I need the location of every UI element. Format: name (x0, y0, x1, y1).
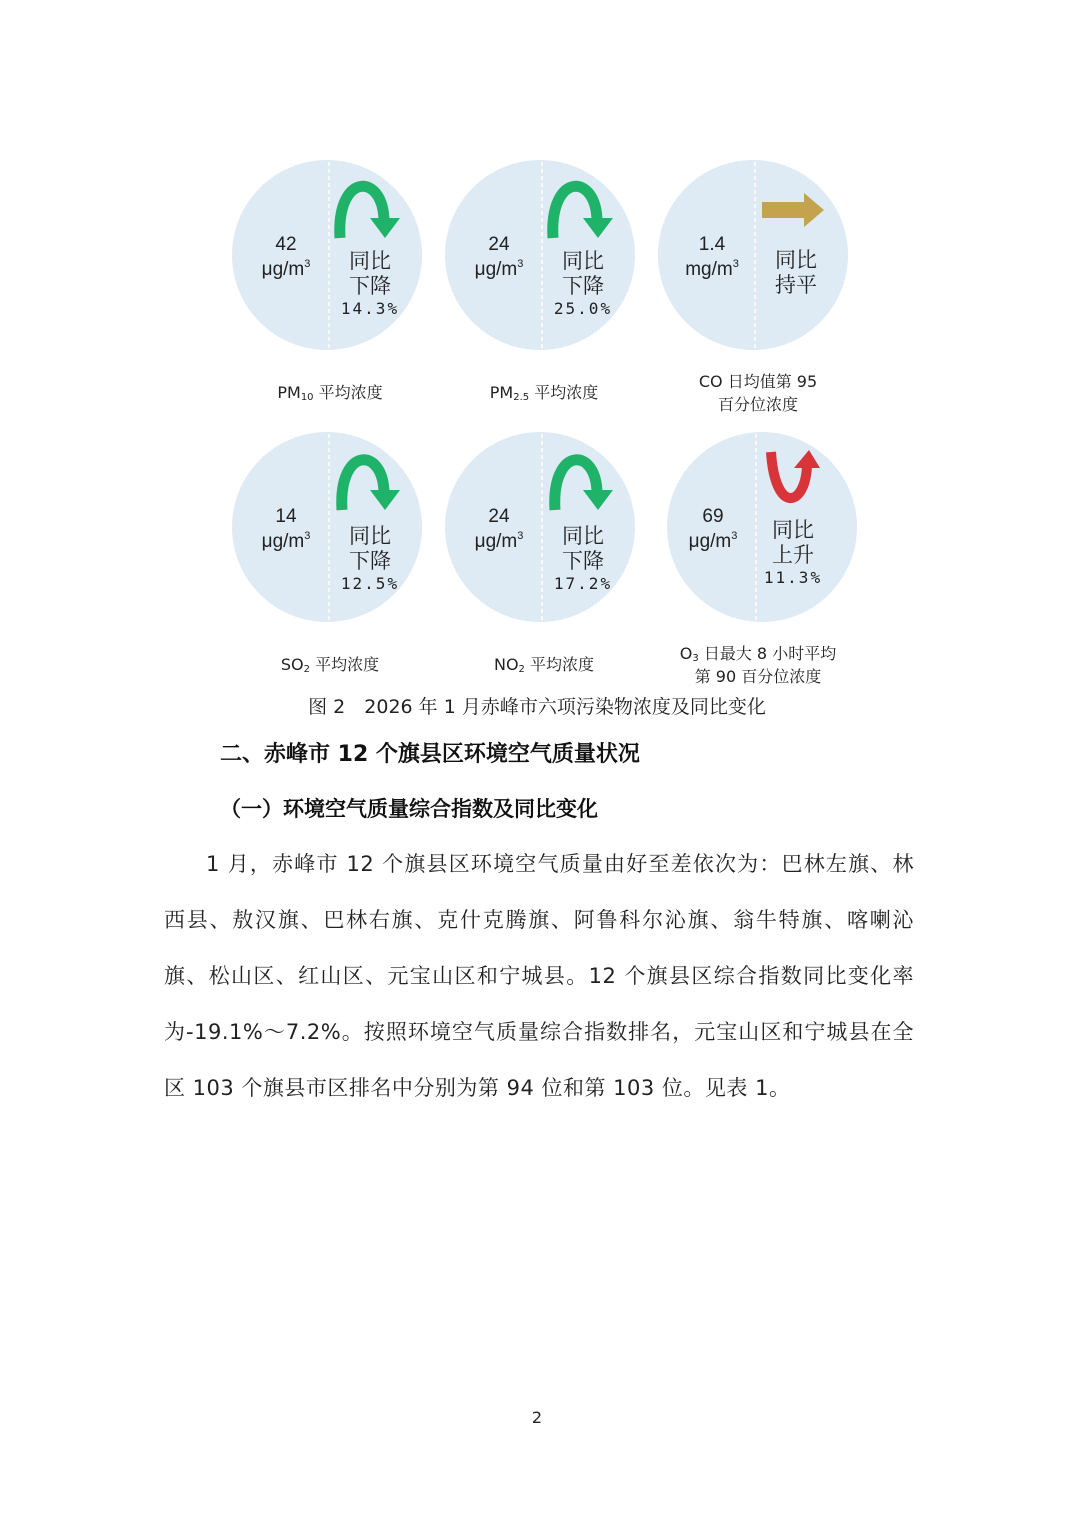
subsection-heading: （一）环境空气质量综合指数及同比变化 (220, 797, 598, 821)
indicator-pm10 (232, 160, 422, 350)
indicator-no2 (445, 432, 635, 622)
indicator-label-no2: $NO_2$ 平均浓度 (493, 655, 595, 675)
concentration-value: 24 $\mu g/m^3$ (474, 506, 524, 552)
yoy-change: 同比 下降 12.5% (340, 524, 400, 593)
yoy-change: 同比 下降 25.0% (553, 249, 613, 318)
page-number: 2 (531, 1408, 543, 1427)
section-heading: 二、赤峰市 12 个旗县区环境空气质量状况 (220, 742, 640, 767)
indicator-label-so2: $SO_2$ 平均浓度 (280, 655, 380, 675)
yoy-change: 同比 上升 11.3% (763, 518, 823, 587)
indicator-label-co: CO 日均值第 95 百分位浓度 (698, 372, 818, 414)
indicator-label-o3: $O_3$ 日最大 8 小时平均 第 90 百分位浓度 (679, 644, 837, 686)
yoy-change: 同比 下降 17.2% (553, 524, 613, 593)
concentration-value: 69 $\mu g/m^3$ (688, 506, 738, 552)
body-paragraph: 1 月，赤峰市 12 个旗县区环境空气质量由好至差依次为：巴林左旗、林西县、敖汉旗、巴林右旗、克什克腾旗、阿鲁科尔沁旗、翁牛特旗、喀喇沁旗、松山区、红山区、元宝山区和宁城县。12 个旗县区综合指数同比变化率为-19.1%～7.2%。按照环境空气质量综合指数排名，元宝山区和宁城县在全区 103 个旗县市区排名中分别为第 94 位和第 103 位。见表 1。 (164, 852, 914, 1100)
indicator-so2 (232, 432, 422, 622)
yoy-change: 同比 持平 (775, 248, 817, 297)
indicator-co (658, 160, 848, 350)
indicator-label-pm25: $PM_{2.5}$ 平均浓度 (489, 383, 599, 403)
figure-caption: 图 2 2026 年 1 月赤峰市六项污染物浓度及同比变化 (308, 696, 766, 718)
concentration-value: 14 $\mu g/m^3$ (261, 506, 311, 552)
indicator-label-pm10: $PM_{10}$ 平均浓度 (277, 383, 383, 403)
concentration-value: 24 $\mu g/m^3$ (474, 234, 524, 280)
concentration-value: 42 $\mu g/m^3$ (261, 234, 311, 280)
indicator-pm25 (445, 160, 635, 350)
concentration-value: 1.4 $mg/m^3$ (685, 234, 739, 280)
indicator-o3 (667, 432, 857, 622)
yoy-change: 同比 下降 14.3% (340, 249, 400, 318)
